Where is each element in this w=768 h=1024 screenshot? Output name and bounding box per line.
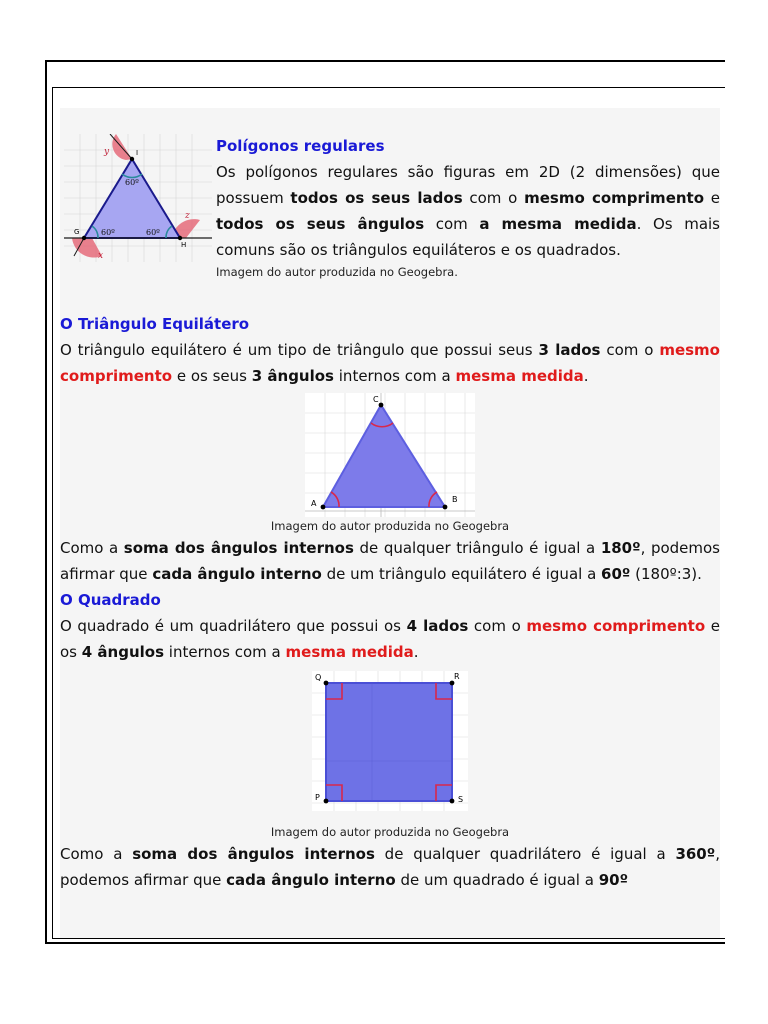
angle-label-top: 60º xyxy=(125,178,139,187)
vertex-q: Q xyxy=(315,673,322,682)
square-figure xyxy=(312,671,468,823)
angle-label-left: 60º xyxy=(101,228,115,237)
triangle-caption: Imagem do autor produzida no Geogebra xyxy=(270,519,510,533)
square-sum-paragraph: Como a soma dos ângulos internos de qualquer quadrilátero é igual a 360º, podemos afirmar que cada ângulo interno de um quadrado é igual a 90º xyxy=(60,845,720,889)
triangle-sum-paragraph: Como a soma dos ângulos internos de qualquer triângulo é igual a 180º, podemos afirmar que cada ângulo interno de um triângulo equilátero é igual a 60º (180º:3). xyxy=(60,539,720,583)
vertex-p: P xyxy=(315,793,320,802)
equilateral-triangle-section xyxy=(60,311,720,893)
equilateral-triangle-figure xyxy=(305,393,475,517)
document-page xyxy=(60,108,720,938)
heading-square: O Quadrado xyxy=(60,591,161,609)
vertex-b: B xyxy=(452,495,458,504)
label-z: z xyxy=(185,211,190,221)
label-x: x xyxy=(98,251,104,261)
triangle-paragraph: O triângulo equilátero é um tipo de triângulo que possui seus 3 lados com o mesmo comprimento e os seus 3 ângulos internos com a mesma medida. xyxy=(60,341,720,385)
vertex-r: R xyxy=(454,672,460,681)
vertex-s: S xyxy=(458,795,464,804)
heading-equilateral-triangle: O Triângulo Equilátero xyxy=(60,315,250,333)
intro-caption: Imagem do autor produzida no Geogebra. xyxy=(216,265,458,279)
regular-triangle-figure xyxy=(64,134,212,262)
vertex-c: C xyxy=(373,395,379,404)
square-paragraph: O quadrado é um quadrilátero que possui os 4 lados com o mesmo comprimento e os 4 ângulos internos com a mesma medida. xyxy=(60,617,720,661)
vertex-a: A xyxy=(311,499,317,508)
intro-paragraph: Os polígonos regulares são figuras em 2D (2 dimensões) que possuem todos os seus lados com o mesmo comprimento e todos os seus ângulos com a mesma medida. Os mais comuns são os triângulos equiláteros e os quadrados. xyxy=(216,163,720,259)
heading-regular-polygons: Polígonos regulares xyxy=(216,137,385,155)
label-y: y xyxy=(104,147,110,157)
intro-block xyxy=(216,133,720,281)
square-caption: Imagem do autor produzida no Geogebra xyxy=(270,825,510,839)
label-h: H xyxy=(181,241,187,249)
angle-label-right: 60º xyxy=(146,228,160,237)
label-g: G xyxy=(74,228,80,236)
label-i: I xyxy=(136,149,139,157)
